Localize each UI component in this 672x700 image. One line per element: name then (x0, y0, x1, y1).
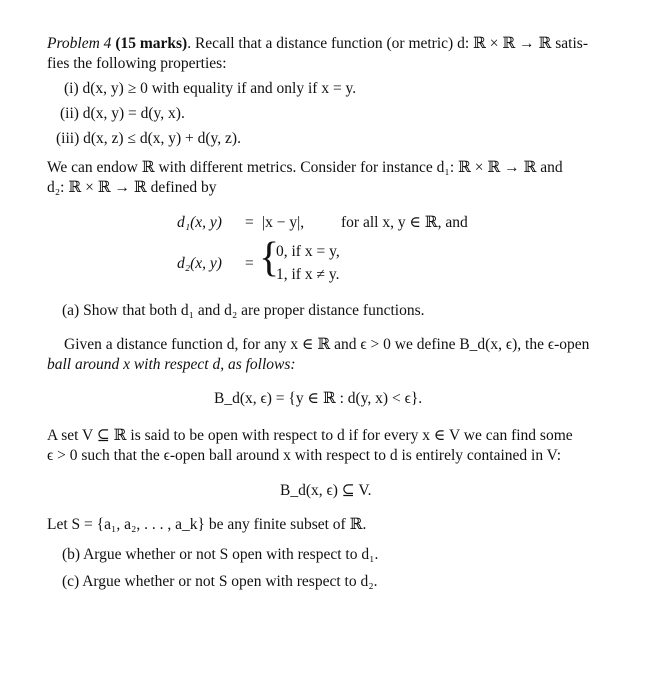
problem-heading: Problem 4 (47, 35, 112, 52)
d2-equals: = (245, 255, 254, 272)
d2-lhs: d₂(x, y) (177, 255, 222, 272)
endow-text-2: d₂: ℝ × ℝ → ℝ defined by (47, 179, 217, 196)
ball-text-1: Given a distance function d, for any x ∈ ℝ and ϵ > 0 we define B_d(x, ϵ), the ϵ-open (64, 336, 590, 353)
open-text-2: ϵ > 0 such that the ϵ-open ball around x with respect to d is entirely contained in V: (47, 447, 562, 464)
d1-rhs: |x − y|, (262, 214, 305, 231)
property-i: (i) d(x, y) ≥ 0 with equality if and only if x = y. (64, 80, 357, 97)
part-c: (c) Argue whether or not S open with respect to d₂. (62, 573, 378, 590)
d1-condition: for all x, y ∈ ℝ, and (341, 214, 468, 231)
ball-definition: B_d(x, ϵ) = {y ∈ ℝ : d(y, x) < ϵ}. (214, 390, 423, 407)
open-definition: B_d(x, ϵ) ⊆ V. (280, 482, 372, 499)
property-ii: (ii) d(x, y) = d(y, x). (60, 105, 185, 122)
d2-left-brace: { (259, 235, 280, 281)
part-b: (b) Argue whether or not S open with respect to d₁. (62, 546, 379, 563)
problem-intro-line-1 (47, 34, 588, 54)
property-iii: (iii) d(x, z) ≤ d(x, y) + d(y, z). (56, 130, 241, 147)
endow-text-1: We can endow ℝ with different metrics. Consider for instance d₁: ℝ × ℝ → ℝ and (47, 159, 563, 176)
d1-equals: = (245, 214, 254, 231)
d2-case-2: 1, if x ≠ y. (276, 266, 340, 283)
d1-lhs: d₁(x, y) (177, 214, 222, 231)
ball-text-2: ball around x with respect d, as follows: (47, 356, 296, 373)
intro-text-1: . Recall that a distance function (or metric) d: ℝ × ℝ → ℝ satis- (187, 35, 588, 52)
part-a: (a) Show that both d₁ and d₂ are proper distance functions. (62, 302, 425, 319)
let-s-text: Let S = {a₁, a₂, . . . , a_k} be any finite subset of ℝ. (47, 516, 367, 533)
intro-text-2: fies the following properties: (47, 55, 227, 72)
d2-case-1: 0, if x = y, (276, 243, 340, 260)
open-text-1: A set V ⊆ ℝ is said to be open with respect to d if for every x ∈ V we can find some (47, 427, 573, 444)
problem-marks: (15 marks) (115, 35, 188, 52)
